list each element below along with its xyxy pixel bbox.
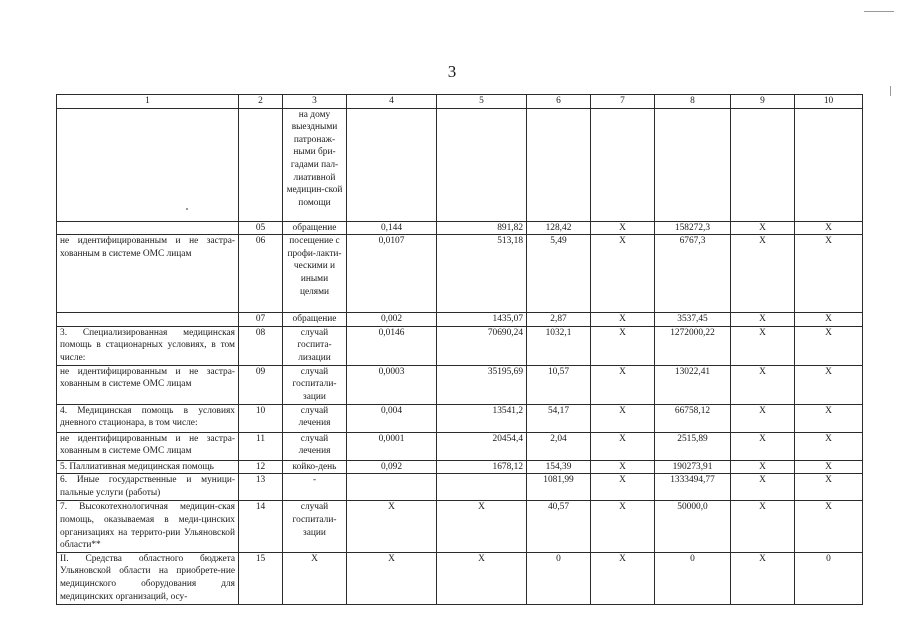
cell-col8: 0 [655,552,731,604]
cell-code: 15 [239,552,283,604]
cell-col6: 5,49 [527,235,591,313]
cell-code: 09 [239,365,283,404]
cell-col9: X [731,474,795,501]
cell-unit: койко-день [283,460,347,474]
table-row [57,552,863,604]
page-number: 3 [447,62,458,81]
cell-unit: случай лечения [283,432,347,460]
cell-col7: X [591,326,655,365]
cell-col4: 0,004 [347,404,437,432]
cell-col6: 2,87 [527,313,591,327]
cell-col5: 20454,4 [437,432,527,460]
column-header: 5 [437,95,527,109]
cell-col4: 0,0107 [347,235,437,313]
cell-name: 5. Паллиативная медицинская помощь [57,460,239,474]
cell-col9: X [731,404,795,432]
cell-col6: 1032,1 [527,326,591,365]
column-header: 6 [527,95,591,109]
cell-col5: X [437,552,527,604]
cell-unit: случай госпита-лизации [283,326,347,365]
cell-name: 7. Высокотехнологичная медицин-ская помощь, оказываемая в меди-цинских организациях на террито-рии Ульяновской области** [57,501,239,552]
cell-col8: 190273,91 [655,460,731,474]
scan-speck [890,86,891,96]
cell-col7: X [591,552,655,604]
cell-col8: 1272000,22 [655,326,731,365]
cell-unit: посещение с профи-лакти-ческими и иными целями [283,235,347,313]
cell-col8: 66758,12 [655,404,731,432]
cell-code: 14 [239,501,283,552]
table-row [57,501,863,552]
cell-col8: 50000,0 [655,501,731,552]
cell-col9: X [731,552,795,604]
cell-unit: обращение [283,221,347,235]
cell-col8: 158272,3 [655,221,731,235]
cell-code: 06 [239,235,283,313]
column-header: 4 [347,95,437,109]
cell-col5: X [437,501,527,552]
cell-unit: случай госпитали-зации [283,501,347,552]
cell-name [57,313,239,327]
cell-name [57,108,239,221]
cell-col10: X [795,460,863,474]
cell-code: 12 [239,460,283,474]
table-row [57,460,863,474]
cell-name: не идентифицированным и не застра-хованным в системе ОМС лицам [57,365,239,404]
cell-col8: 6767,3 [655,235,731,313]
cell-col9: X [731,326,795,365]
column-header: 2 [239,95,283,109]
cell-col7: X [591,221,655,235]
cell-col9: X [731,432,795,460]
cell-col4: X [347,552,437,604]
cell-unit: на дому выездными патронаж-ными бри-гадами пал-лиативной медицин-ской помощи [283,108,347,221]
cell-col5: 891,82 [437,221,527,235]
cell-col9 [731,108,795,221]
table-row [57,313,863,327]
cell-col10: X [795,221,863,235]
cell-code: 10 [239,404,283,432]
cell-col4: 0,0003 [347,365,437,404]
cell-col4: 0,0146 [347,326,437,365]
cell-col7: X [591,404,655,432]
cell-col4 [347,108,437,221]
cell-name: 3. Специализированная медицинская помощь в стационарных условиях, в том числе: [57,326,239,365]
cell-code: 08 [239,326,283,365]
cell-col9: X [731,221,795,235]
cell-col5 [437,108,527,221]
cell-col7: X [591,365,655,404]
cell-col10: X [795,326,863,365]
cell-name: 6. Иные государственные и муници-пальные услуги (работы) [57,474,239,501]
cell-col10: X [795,474,863,501]
scan-speck [186,208,188,210]
table-row [57,474,863,501]
cell-col6: 154,39 [527,460,591,474]
cell-col10: 0 [795,552,863,604]
cell-unit: обращение [283,313,347,327]
cell-col4: X [347,501,437,552]
cell-col4 [347,474,437,501]
cell-col5: 13541,2 [437,404,527,432]
cell-col5: 35195,69 [437,365,527,404]
tariff-table [56,94,863,605]
cell-name [57,221,239,235]
cell-col4: 0,144 [347,221,437,235]
cell-code: 13 [239,474,283,501]
cell-col4: 0,0001 [347,432,437,460]
table-header-row [57,95,863,109]
cell-col6: 2,04 [527,432,591,460]
cell-col10: X [795,365,863,404]
cell-col6 [527,108,591,221]
cell-name: не идентифицированным и не застра-хованным в системе ОМС лицам [57,235,239,313]
column-header: 7 [591,95,655,109]
cell-col8: 13022,41 [655,365,731,404]
cell-col6: 1081,99 [527,474,591,501]
cell-col5: 1435,07 [437,313,527,327]
cell-col9: X [731,460,795,474]
cell-col7 [591,108,655,221]
cell-name: не идентифицированным и не застра-хованным в системе ОМС лицам [57,432,239,460]
cell-col7: X [591,432,655,460]
cell-col6: 40,57 [527,501,591,552]
cell-col7: X [591,460,655,474]
table-row [57,432,863,460]
table-row [57,221,863,235]
cell-unit: случай госпитали-зации [283,365,347,404]
cell-col5: 1678,12 [437,460,527,474]
cell-col8: 2515,89 [655,432,731,460]
cell-col4: 0,092 [347,460,437,474]
cell-code: 05 [239,221,283,235]
column-header: 1 [57,95,239,109]
cell-col4: 0,002 [347,313,437,327]
column-header: 3 [283,95,347,109]
cell-code [239,108,283,221]
column-header: 8 [655,95,731,109]
table-row [57,108,863,221]
table-row [57,326,863,365]
cell-col5 [437,474,527,501]
cell-col10: X [795,501,863,552]
cell-col10: X [795,404,863,432]
column-header: 10 [795,95,863,109]
cell-col10: X [795,313,863,327]
cell-unit: - [283,474,347,501]
cell-unit: случай лечения [283,404,347,432]
cell-name: 4. Медицинская помощь в условиях дневного стационара, в том числе: [57,404,239,432]
cell-col6: 0 [527,552,591,604]
cell-col8: 1333494,77 [655,474,731,501]
cell-col6: 128,42 [527,221,591,235]
cell-col9: X [731,235,795,313]
cell-col10: X [795,432,863,460]
scan-speck [864,11,894,12]
table-row [57,404,863,432]
cell-col7: X [591,501,655,552]
cell-col5: 513,18 [437,235,527,313]
cell-col9: X [731,365,795,404]
cell-col10: X [795,235,863,313]
cell-col8 [655,108,731,221]
table-row [57,365,863,404]
table-row [57,235,863,313]
cell-col9: X [731,313,795,327]
cell-unit: X [283,552,347,604]
cell-col6: 54,17 [527,404,591,432]
cell-name: II. Средства областного бюджета Ульяновской области на приобрете-ние медицинского оборудования для медицинских организаций, осу- [57,552,239,604]
cell-col7: X [591,235,655,313]
cell-code: 07 [239,313,283,327]
cell-col7: X [591,313,655,327]
column-header: 9 [731,95,795,109]
cell-col5: 70690,24 [437,326,527,365]
cell-col8: 3537,45 [655,313,731,327]
cell-col7: X [591,474,655,501]
cell-code: 11 [239,432,283,460]
cell-col10 [795,108,863,221]
cell-col9: X [731,501,795,552]
cell-col6: 10,57 [527,365,591,404]
